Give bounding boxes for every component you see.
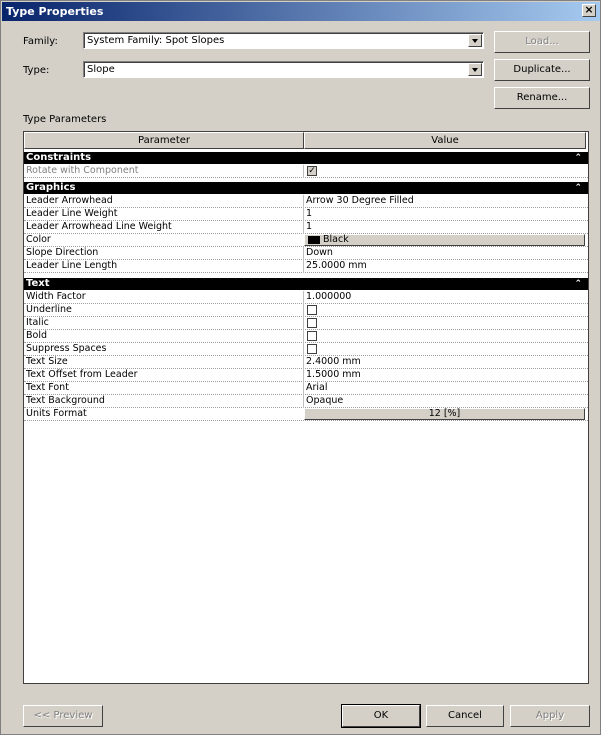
- collapse-icon[interactable]: ⌃: [574, 183, 582, 193]
- color-value: Black: [323, 234, 349, 245]
- param-name: Text Offset from Leader: [26, 369, 138, 380]
- param-value[interactable]: 2.4000 mm: [306, 356, 361, 367]
- param-name: Rotate with Component: [26, 165, 139, 176]
- parameters-grid: [23, 131, 589, 684]
- param-value[interactable]: Down: [306, 247, 333, 258]
- family-label: Family:: [23, 36, 58, 47]
- dialog-title: Type Properties: [6, 5, 104, 18]
- param-name: Leader Arrowhead Line Weight: [26, 221, 172, 232]
- preview-button[interactable]: << Preview: [23, 705, 103, 727]
- param-name: Leader Line Length: [26, 260, 118, 271]
- type-dropdown[interactable]: [83, 61, 484, 78]
- family-dropdown[interactable]: [83, 32, 484, 49]
- type-value: Slope: [87, 64, 115, 75]
- bold-checkbox[interactable]: [307, 331, 317, 341]
- group-graphics-label: Graphics: [26, 182, 76, 193]
- row-text-background[interactable]: [24, 395, 588, 408]
- param-value[interactable]: 1.000000: [306, 291, 352, 302]
- param-name: Underline: [26, 304, 72, 315]
- row-leader-line-length[interactable]: [24, 260, 588, 273]
- group-constraints-label: Constraints: [26, 152, 92, 163]
- group-graphics[interactable]: [24, 182, 588, 194]
- close-button[interactable]: ×: [582, 4, 596, 17]
- suppress-spaces-checkbox[interactable]: [307, 344, 317, 354]
- row-bold[interactable]: [24, 330, 588, 343]
- param-value[interactable]: 1: [306, 221, 313, 232]
- grid-header: [24, 132, 588, 150]
- param-value[interactable]: 1.5000 mm: [306, 369, 361, 380]
- param-value[interactable]: 25.0000 mm: [306, 260, 367, 271]
- group-text[interactable]: [24, 278, 588, 290]
- param-name: Text Font: [26, 382, 69, 393]
- row-underline[interactable]: [24, 304, 588, 317]
- load-button[interactable]: Load...: [494, 31, 590, 53]
- rename-button[interactable]: Rename...: [494, 87, 590, 109]
- underline-checkbox[interactable]: [307, 305, 317, 315]
- chevron-down-icon[interactable]: [468, 34, 482, 47]
- row-width-factor[interactable]: [24, 291, 588, 304]
- param-name: Leader Arrowhead: [26, 195, 113, 206]
- row-italic[interactable]: [24, 317, 588, 330]
- row-rotate-with-component: [24, 165, 588, 178]
- apply-button[interactable]: Apply: [510, 705, 590, 727]
- collapse-icon[interactable]: ⌃: [574, 153, 582, 163]
- row-slope-direction[interactable]: [24, 247, 588, 260]
- color-swatch: [308, 236, 320, 244]
- rotate-checkbox: ✓: [308, 166, 316, 176]
- param-name: Bold: [26, 330, 47, 341]
- param-name: Slope Direction: [26, 247, 99, 258]
- ok-button[interactable]: OK: [342, 705, 420, 727]
- collapse-icon[interactable]: ⌃: [574, 279, 582, 289]
- param-name: Leader Line Weight: [26, 208, 118, 219]
- param-name: Text Background: [26, 395, 105, 406]
- param-name: Italic: [26, 317, 49, 328]
- param-name: Units Format: [26, 408, 87, 419]
- row-text-font[interactable]: [24, 382, 588, 395]
- italic-checkbox[interactable]: [307, 318, 317, 328]
- group-text-label: Text: [26, 278, 50, 289]
- param-value[interactable]: Arrow 30 Degree Filled: [306, 195, 414, 206]
- value-column-header[interactable]: Value: [304, 132, 586, 149]
- row-leader-arrowhead-line-weight[interactable]: [24, 221, 588, 234]
- row-color[interactable]: [24, 234, 588, 247]
- color-button[interactable]: [304, 234, 585, 246]
- units-format-button[interactable]: 12 [%]: [304, 408, 585, 420]
- type-parameters-label: Type Parameters: [23, 114, 107, 125]
- param-name: Color: [26, 234, 51, 245]
- param-name: Text Size: [26, 356, 68, 367]
- row-leader-line-weight[interactable]: [24, 208, 588, 221]
- duplicate-button[interactable]: Duplicate...: [494, 59, 590, 81]
- param-value[interactable]: Arial: [306, 382, 328, 393]
- param-name: Suppress Spaces: [26, 343, 107, 354]
- row-text-size[interactable]: [24, 356, 588, 369]
- param-value[interactable]: Opaque: [306, 395, 344, 406]
- row-leader-arrowhead[interactable]: [24, 195, 588, 208]
- family-value: System Family: Spot Slopes: [87, 35, 225, 46]
- row-units-format[interactable]: [24, 408, 588, 421]
- param-name: Width Factor: [26, 291, 86, 302]
- row-suppress-spaces[interactable]: [24, 343, 588, 356]
- row-text-offset[interactable]: [24, 369, 588, 382]
- title-bar[interactable]: [2, 2, 600, 21]
- cancel-button[interactable]: Cancel: [426, 705, 504, 727]
- type-label: Type:: [23, 65, 50, 76]
- group-constraints[interactable]: [24, 152, 588, 164]
- param-value[interactable]: 1: [306, 208, 313, 219]
- chevron-down-icon[interactable]: [468, 63, 482, 76]
- parameter-column-header[interactable]: Parameter: [24, 132, 304, 149]
